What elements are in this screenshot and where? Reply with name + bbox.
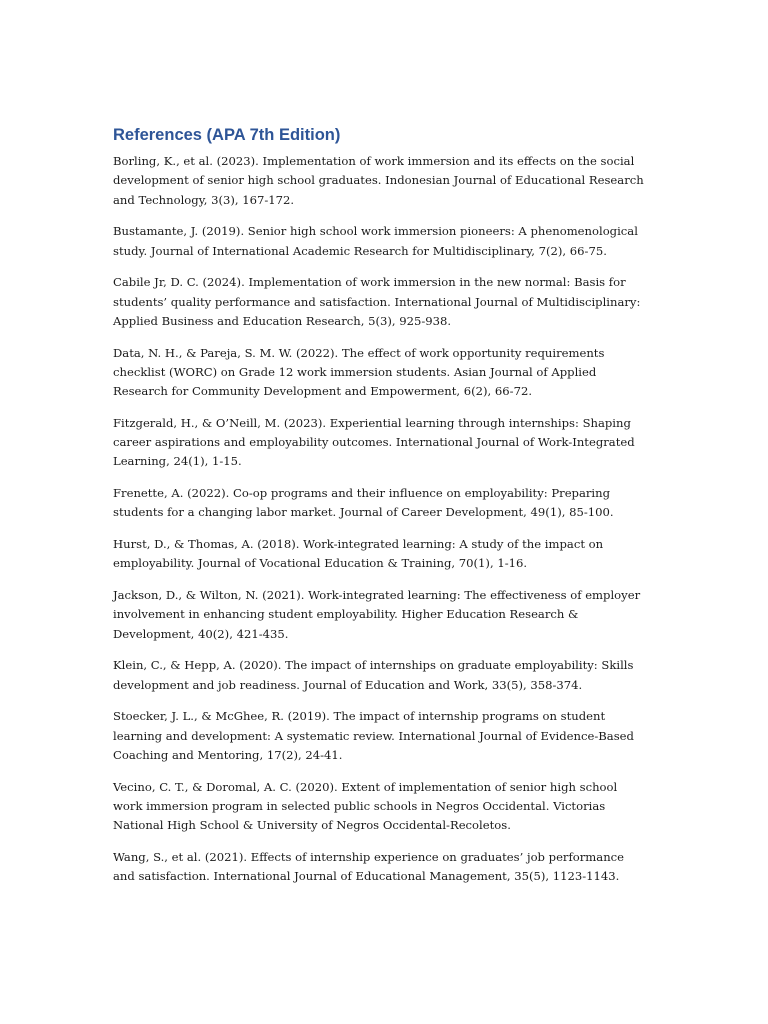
references-heading: References (APA 7th Edition)	[113, 126, 341, 144]
reference-entry: Jackson, D., & Wilton, N. (2021). Work-integrated learning: The effectiveness of employer involvement in enhancing student employability. Higher Education Research & Development, 40(2), 421-435.	[113, 588, 641, 641]
reference-entry: Hurst, D., & Thomas, A. (2018). Work-integrated learning: A study of the impact on employability. Journal of Vocational Education & Training, 70(1), 1-16.	[113, 537, 604, 571]
reference-entry: Frenette, A. (2022). Co-op programs and their influence on employability: Preparing students for a changing labor market. Journal of Career Development, 49(1), 85-100.	[113, 486, 614, 520]
document-page	[113, 124, 649, 899]
reference-entry: Stoecker, J. L., & McGhee, R. (2019). The impact of internship programs on student learning and development: A systematic review. International Journal of Evidence-Based Coaching and Mentoring, 17(2), 24-41.	[113, 709, 634, 762]
reference-entry: Cabile Jr, D. C. (2024). Implementation of work immersion in the new normal: Basis for students’ quality performance and satisfaction. International Journal of Multidisciplinary: Applied Business and Education Research, 5(3), 925-938.	[113, 275, 641, 328]
reference-entry: Borling, K., et al. (2023). Implementation of work immersion and its effects on the social development of senior high school graduates. Indonesian Journal of Educational Research and Technology, 3(3), 167-172.	[113, 154, 644, 207]
reference-list	[113, 152, 649, 887]
reference-entry: Vecino, C. T., & Doromal, A. C. (2020). Extent of implementation of senior high school work immersion program in selected public schools in Negros Occidental. Victorias National High School & University of Negros Occidental-Recoletos.	[113, 779, 618, 833]
reference-entry: Klein, C., & Hepp, A. (2020). The impact of internships on graduate employability: Skills development and job readiness. Journal of Education and Work, 33(5), 358-374.	[113, 658, 634, 692]
reference-entry: Data, N. H., & Pareja, S. M. W. (2022). The effect of work opportunity requirements checklist (WORC) on Grade 12 work immersion students. Asian Journal of Applied Research for Community Development and Empowerment, 6(2), 66-72.	[113, 345, 605, 399]
reference-entry: Bustamante, J. (2019). Senior high school work immersion pioneers: A phenomenological study. Journal of International Academic Research for Multidisciplinary, 7(2), 66-75.	[113, 224, 638, 258]
reference-entry: Fitzgerald, H., & O’Neill, M. (2023). Experiential learning through internships: Shaping career aspirations and employability outcomes. International Journal of Work-Integrated Learning, 24(1), 1-15.	[113, 415, 635, 469]
reference-entry: Wang, S., et al. (2021). Effects of internship experience on graduates’ job performance and satisfaction. International Journal of Educational Management, 35(5), 1123-1143.	[113, 849, 625, 884]
